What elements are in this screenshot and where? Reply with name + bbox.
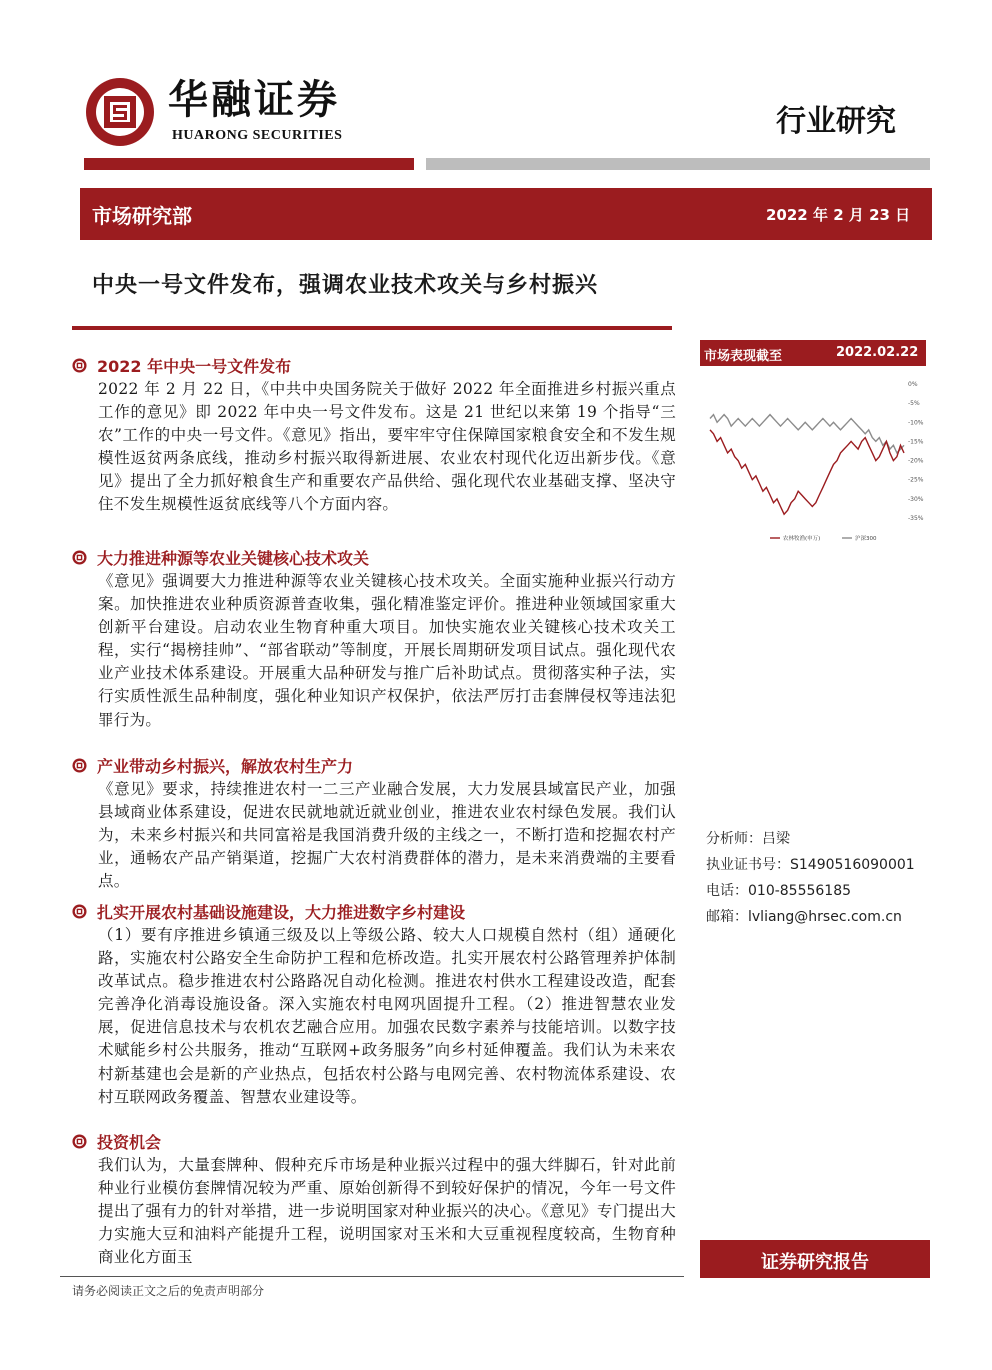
section-infrastructure	[72, 898, 676, 1109]
market-performance-label: 市场表现截至	[704, 349, 783, 364]
section-body: 2022 年 2 月 22 日，《中共中央国务院关于做好 2022 年全面推进乡村振兴重点工作的意见》即 2022 年中央一号文件发布。这是 21 世纪以来第 19 个指导“三农”工作的中央一号文件。《意见》指出，要牢牢守住保障国家粮食安全和不发生规模性返贫两条底线，推动乡村振兴取得新进展、农业农村现代化迈出新步伐。《意见》提出了全力抓好粮食生产和重要农产品供给、强化现代农业基础支撑、坚决守住不发生规模性返贫底线等八个方面内容。	[98, 380, 676, 514]
report-type: 行业研究	[776, 104, 896, 139]
section-body: 我们认为，大量套牌种、假种充斥市场是种业振兴过程中的强大绊脚石，针对此前种业行业模仿套牌情况较为严重、原始创新得不到较好保护的情况，今年一号文件提出了强有力的针对举措，进一步说明国家对种业振兴的决心。《意见》专门提出大力实施大豆和油料产能提升工程，说明国家对玉米和大豆重视程度较高，生物育种商业化方面玉	[98, 1156, 676, 1267]
huarong-logo-icon	[84, 76, 156, 148]
analyst-cert: 执业证书号：S1490516090001	[706, 857, 915, 873]
section-bullet-icon	[72, 758, 87, 773]
brand-name-en: HUARONG SECURITIES	[172, 128, 343, 143]
section-title: 投资机会	[97, 1132, 162, 1152]
section-seed-tech	[72, 544, 676, 732]
title-divider	[72, 326, 672, 330]
section-title: 扎实开展农村基础设施建设，大力推进数字乡村建设	[97, 902, 466, 922]
legend-label: 沪深300	[855, 536, 877, 542]
section-body: 《意见》要求，持续推进农村一二三产业融合发展，大力发展县域富民产业，加强县域商业体系建设，促进农民就地就近就业创业，推进农业农村绿色发展。我们认为，未来乡村振兴和共同富裕是我国消费升级的主线之一，不断打造和挖掘农村产业，通畅农产品产销渠道，挖掘广大农村消费群体的潜力，是未来消费端的主要看点。	[98, 780, 676, 891]
section-bullet-icon	[72, 904, 87, 919]
section-annual-document	[72, 352, 676, 517]
analyst-name: 分析师：吕梁	[706, 831, 790, 847]
y-tick-label: -35%	[908, 515, 924, 522]
report-title: 中央一号文件发布，强调农业技术攻关与乡村振兴	[92, 272, 599, 298]
section-body: （1）要有序推进乡镇通三级及以上等级公路、较大人口规模自然村（组）通硬化路，实施农村公路安全生命防护工程和危桥改造。扎实开展农村公路管理养护体制改革试点。稳步推进农村公路路况自动化检测。推进农村供水工程建设改造，配套完善净化消毒设施设备。深入实施农村电网巩固提升工程。（2）推进智慧农业发展，促进信息技术与农机农艺融合应用。加强农民数字素养与技能培训。以数字技术赋能乡村公共服务，推动“互联网+政务服务”向乡村延伸覆盖。我们认为未来农村新基建也会是新的产业热点，包括农村公路与电网完善、农村物流体系建设、农村互联网政务覆盖、智慧农业建设等。	[98, 926, 676, 1106]
section-title: 产业带动乡村振兴，解放农村生产力	[97, 756, 354, 776]
section-title: 2022 年中央一号文件发布	[97, 356, 292, 376]
y-tick-label: -5%	[908, 400, 920, 408]
analyst-phone: 电话：010-85556185	[706, 883, 852, 899]
y-tick-label: -10%	[908, 419, 924, 427]
y-tick-label: -20%	[908, 457, 924, 465]
y-tick-label: -30%	[908, 495, 924, 503]
market-performance-chart	[700, 372, 930, 552]
series-line	[710, 415, 904, 453]
y-tick-label: -25%	[908, 476, 924, 484]
section-bullet-icon	[72, 358, 87, 373]
legend-label: 农林牧渔(申万)	[783, 536, 821, 542]
header-bar-red	[84, 158, 414, 170]
section-body: 《意见》强调要大力推进种源等农业关键核心技术攻关。全面实施种业振兴行动方案。加快推进农业种质资源普查收集，强化精准鉴定评价。推进种业领域国家重大创新平台建设。启动农业生物育种重大项目。加快实施农业关键核心技术攻关工程，实行“揭榜挂帅”、“部省联动”等制度，开展长周期研发项目试点。强化现代农业产业技术体系建设。开展重大品种研发与推广后补助试点。贯彻落实种子法，实行实质性派生品种制度，强化种业知识产权保护，依法严厉打击套牌侵权等违法犯罪行为。	[98, 572, 676, 729]
brand-name-cn: 华融证券	[168, 77, 340, 123]
footer-divider	[60, 1276, 684, 1277]
market-performance-date: 2022.02.22	[836, 345, 919, 360]
y-tick-label: 0%	[908, 381, 918, 388]
series-line	[710, 430, 904, 514]
department-label: 市场研究部	[92, 204, 192, 228]
section-title: 大力推进种源等农业关键核心技术攻关	[97, 548, 370, 568]
section-investment	[72, 1128, 676, 1269]
report-date: 2022 年 2 月 23 日	[766, 206, 911, 224]
section-bullet-icon	[72, 1134, 87, 1149]
header-bar-gray	[426, 158, 930, 170]
analyst-email: 邮箱：lvliang@hrsec.com.cn	[706, 909, 902, 925]
y-tick-label: -15%	[908, 438, 924, 446]
report-label: 证券研究报告	[761, 1252, 869, 1273]
section-industry-revival	[72, 752, 676, 893]
section-bullet-icon	[72, 550, 87, 565]
disclaimer-footer: 请务必阅读正文之后的免责声明部分	[72, 1284, 265, 1298]
